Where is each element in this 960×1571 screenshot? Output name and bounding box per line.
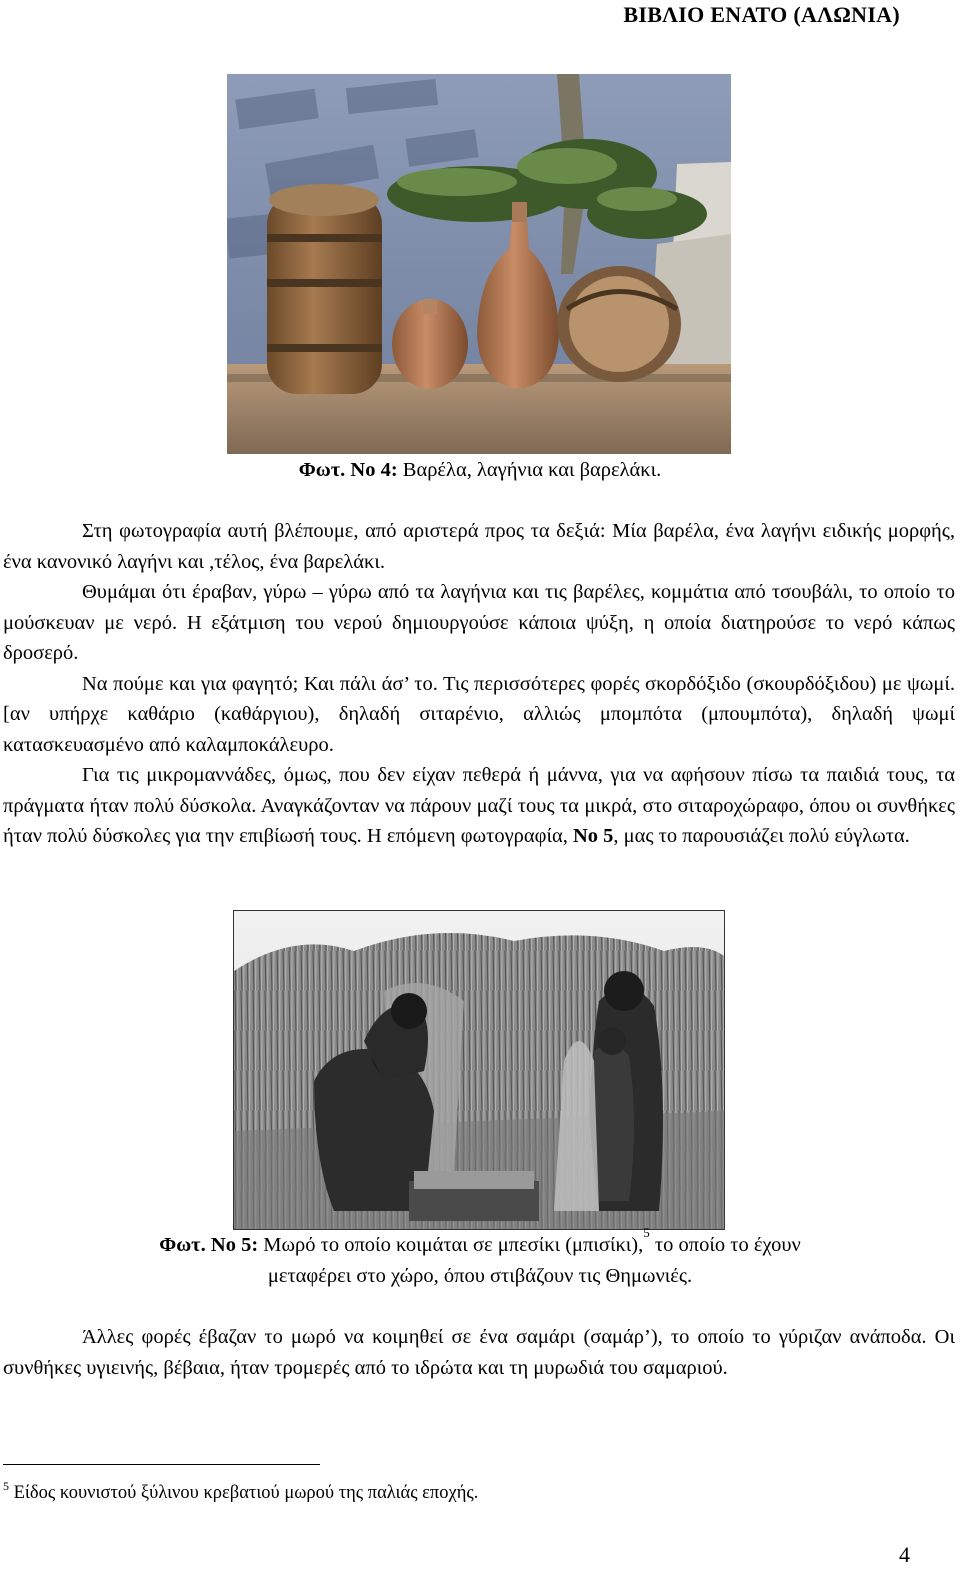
footnote xyxy=(3,1478,478,1509)
caption-text: Μωρό το οποίο κοιμάται σε μπεσίκι (μπισίκι), xyxy=(258,1234,644,1256)
footnote-separator xyxy=(3,1464,320,1465)
wheat-field-women-photo xyxy=(233,910,725,1230)
paragraph xyxy=(3,760,955,852)
paragraph-text: , μας το παρουσιάζει πολύ εύγλωτα. xyxy=(613,825,910,847)
footnote-marker: 5 xyxy=(643,1225,650,1240)
running-header: ΒΙΒΛΙΟ ΕΝΑΤΟ (ΑΛΩΝΙΑ) xyxy=(623,2,900,27)
page-number: 4 xyxy=(899,1542,910,1567)
paragraph: Άλλες φορές έβαζαν το μωρό να κοιμηθεί σε ένα σαμάρι (σαμάρ’), το οποίο το γύριζαν ανάποδα. Οι συνθήκες υγιεινής, βέβαια, ήταν τρομερές από το ιδρώτα και τη μυρωδιά του σαμαριού. xyxy=(3,1326,955,1379)
body-text-block-1 xyxy=(3,516,955,852)
paragraph: Θυμάμαι ότι έραβαν, γύρω – γύρω από τα λαγήνια και τις βαρέλες, κομμάτια από τσουβάλι, το οποίο το μούσκευαν με νερό. Η εξάτμιση του νερού δημιουργούσε κάποια ψύξη, η οποία διατηρούσε το νερό κάπως δροσερό. xyxy=(3,581,955,664)
paragraph: Στη φωτογραφία αυτή βλέπουμε, από αριστερά προς τα δεξιά: Μία βαρέλα, ένα λαγήνι ειδικής μορφής, ένα κανονικό λαγήνι και ,τέλος, ένα βαρελάκι. xyxy=(3,520,955,573)
caption-prefix: Φωτ. Νο 4: xyxy=(298,459,398,481)
caption-text: Βαρέλα, λαγήνια και βαρελάκι. xyxy=(397,459,662,481)
footnote-number: 5 xyxy=(3,1479,9,1493)
paragraph-text: Για τις μικρομαννάδες, όμως, που δεν είχαν πεθερά ή μάννα, για να αφήσουν πίσω τα παιδιά τους, τα πράγματα ήταν πολύ δύσκολα. Αναγκάζονταν να πάρουν μαζί τους τα μικρά, στο σιταροχώραφο, όπου οι συνθήκες ήταν πολύ δύσκολες για την επιβίωσή τους. Η επόμενη φωτογραφία, xyxy=(3,764,955,847)
photo-4-caption xyxy=(0,455,960,486)
barrels-and-jugs-photo xyxy=(227,74,731,454)
body-text-block-2 xyxy=(3,1322,955,1383)
paragraph: Να πούμε και για φαγητό; Και πάλι άσ’ το. Τις περισσότερες φορές σκορδόξιδο (σκουρδόξιδου) με ψωμί. [αν υπήρχε καθάριο (καθάργιου), δηλαδή σιταρένιο, αλλιώς μπομπότα (μπουμπότα), δηλαδή ψωμί κατασκευασμένο από καλαμποκάλευρο. xyxy=(3,672,955,756)
footnote-text: Είδος κουνιστού ξύλινου κρεβατιού μωρού της παλιάς εποχής. xyxy=(9,1483,479,1503)
photo-reference: Νο 5 xyxy=(572,825,614,847)
caption-prefix: Φωτ. Νο 5: xyxy=(159,1234,259,1256)
photo-5-caption xyxy=(40,1225,920,1292)
caption-text: το οποίο το έχουν xyxy=(649,1234,801,1256)
caption-line-2: μεταφέρει στο χώρο, όπου στιβάζουν τις Θημωνιές. xyxy=(267,1265,693,1287)
caption-line-1 xyxy=(40,1225,920,1261)
